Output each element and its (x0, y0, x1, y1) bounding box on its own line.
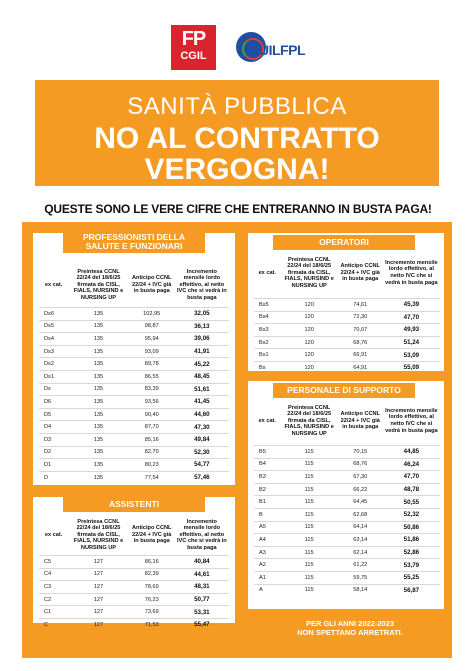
card-assistenti (33, 497, 235, 629)
cell-cat: Bs4 (259, 314, 269, 321)
cell-preintesa: 135 (93, 361, 104, 368)
cell-anticipo: 82,70 (144, 449, 159, 456)
cell-anticipo: 102,95 (143, 310, 161, 317)
column-header-preintesa: Preintesa CCNL 22/24 del 18/6/25 firmata da CISL, FIALS, NURSIND e NURSING UP (73, 518, 124, 551)
cell-anticipo: 64,45 (353, 499, 368, 506)
cell-preintesa: 120 (304, 326, 314, 333)
table-row (39, 308, 229, 321)
cell-cat: Ds3 (44, 348, 54, 355)
cell-cat: Ds1 (44, 373, 54, 380)
table-row (254, 559, 440, 572)
cell-cat: B (259, 511, 263, 518)
table-header-row (254, 248, 440, 299)
table-row (254, 483, 440, 496)
column-header-anticipo: Anticipo CCNL 22/24 + IVC già in busta paga (340, 411, 380, 431)
cell-preintesa: 127 (93, 583, 104, 590)
cell-incremento: 50,86 (403, 523, 420, 531)
cell-incremento: 53,79 (403, 561, 420, 569)
headline-line-3: VERGOGNA! (144, 153, 330, 186)
card-professionisti (33, 233, 235, 485)
cell-cat: Ds5 (44, 323, 54, 330)
cell-cat: D1 (44, 461, 52, 468)
cell-cat: Bs5 (259, 301, 269, 308)
cell-anticipo: 62,14 (353, 549, 368, 556)
cell-preintesa: 135 (93, 436, 104, 443)
table-row (39, 333, 229, 346)
cell-incremento: 49,93 (403, 326, 420, 334)
table-row (254, 324, 440, 337)
cell-anticipo: 61,22 (353, 562, 368, 569)
table-personale-supporto (254, 397, 440, 596)
cell-preintesa: 115 (304, 461, 314, 468)
section-title-professionisti: PROFESSIONISTI DELLA SALUTE E FUNZIONARI (63, 231, 205, 253)
uilfpl-logo-text: UILFPL (259, 42, 305, 58)
cell-incremento: 51,61 (194, 385, 210, 393)
cell-preintesa: 135 (93, 348, 104, 355)
table-row (39, 593, 229, 606)
cell-anticipo: 62,68 (353, 511, 368, 518)
section-title-personale-supporto: PERSONALE DI SUPPORTO (273, 383, 415, 398)
fp-logo-text: FP (181, 28, 206, 50)
cell-anticipo: 85,16 (144, 436, 159, 443)
cell-preintesa: 115 (304, 574, 314, 581)
cell-anticipo: 67,30 (353, 473, 368, 480)
table-row (254, 471, 440, 484)
cell-preintesa: 127 (93, 596, 104, 603)
column-header-cat: ex cat. (258, 417, 276, 424)
fp-cgil-logo (171, 25, 216, 70)
table-professionisti (39, 263, 229, 483)
cell-anticipo: 66,22 (353, 486, 368, 493)
table-row (254, 521, 440, 534)
cell-cat: D5 (44, 411, 52, 418)
card-operatori (248, 233, 444, 371)
column-header-anticipo: Anticipo CCNL 22/24 + IVC già in busta paga (131, 275, 172, 295)
column-header-cat: ex cat. (44, 531, 63, 538)
uilfpl-logo (236, 30, 316, 64)
table-row (39, 556, 229, 569)
cell-preintesa: 120 (304, 314, 314, 321)
cell-incremento: 45,22 (194, 360, 210, 368)
table-row (254, 446, 440, 459)
cgil-logo-text: CGIL (180, 50, 207, 62)
cell-incremento: 49,84 (194, 436, 210, 444)
column-header-anticipo: Anticipo CCNL 22/24 + IVC già in busta paga (340, 263, 380, 283)
cell-preintesa: 127 (93, 609, 104, 616)
cell-anticipo: 89,78 (144, 361, 159, 368)
table-row (254, 496, 440, 509)
cell-cat: D4 (44, 424, 52, 431)
cell-anticipo: 80,23 (144, 461, 159, 468)
cell-cat: B1 (259, 499, 266, 506)
cell-anticipo: 70,15 (353, 448, 368, 455)
cell-incremento: 47,70 (403, 313, 420, 321)
cell-anticipo: 78,69 (144, 583, 159, 590)
cell-anticipo: 83,39 (144, 386, 159, 393)
table-row (39, 408, 229, 421)
table-assistenti (39, 515, 229, 631)
column-header-incremento: Incremento mensile lordo effettivo, al netto IVC che si vedrà in busta paga (385, 259, 438, 286)
column-header-preintesa: Preintesa CCNL 22/24 del 18/6/25 firmata da CISL, FIALS, NURSIND e NURSING UP (73, 268, 124, 301)
subtitle: QUESTE SONO LE VERE CIFRE CHE ENTRERANNO IN BUSTA PAGA! (44, 202, 432, 216)
cell-anticipo: 93,56 (144, 398, 159, 405)
cell-incremento: 44,85 (403, 448, 420, 456)
cell-cat: A4 (259, 536, 266, 543)
cell-incremento: 41,45 (194, 398, 210, 406)
cell-incremento: 45,39 (403, 301, 420, 309)
cell-preintesa: 135 (93, 461, 104, 468)
headline-line-2: NO AL CONTRATTO (94, 122, 380, 155)
table-row (254, 349, 440, 362)
cell-preintesa: 127 (93, 558, 104, 565)
cell-preintesa: 135 (93, 449, 104, 456)
column-header-preintesa: Preintesa CCNL 22/24 del 18/6/25 firmata da CISL, FIALS, NURSIND e NURSING UP (284, 404, 334, 437)
cell-incremento: 48,31 (194, 583, 210, 591)
cell-anticipo: 98,87 (144, 323, 159, 330)
headline-banner (35, 80, 439, 186)
cell-incremento: 32,05 (194, 310, 210, 318)
cell-cat: Bs (259, 364, 266, 371)
cell-anticipo: 74,61 (353, 301, 368, 308)
table-row (39, 345, 229, 358)
cell-anticipo: 90,40 (144, 411, 159, 418)
table-row (39, 581, 229, 594)
table-row (254, 571, 440, 584)
cell-anticipo: 73,69 (144, 609, 159, 616)
cell-preintesa: 135 (93, 310, 104, 317)
table-row (39, 421, 229, 434)
cell-preintesa: 135 (93, 411, 104, 418)
cell-anticipo: 68,76 (353, 461, 368, 468)
table-row (254, 361, 440, 373)
cell-cat: D2 (44, 449, 52, 456)
table-row (39, 433, 229, 446)
cell-preintesa: 135 (93, 474, 104, 481)
cell-cat: Bs3 (259, 326, 269, 333)
cell-cat: C (44, 621, 49, 628)
cell-cat: C4 (44, 571, 52, 578)
card-personale-supporto (248, 381, 444, 609)
cell-cat: A3 (259, 549, 266, 556)
table-row (39, 568, 229, 581)
cell-cat: B2 (259, 486, 266, 493)
cell-preintesa: 135 (93, 398, 104, 405)
cell-incremento: 50,77 (194, 596, 210, 604)
cell-incremento: 48,45 (194, 373, 210, 381)
column-header-incremento: Incremento mensile lordo effettivo, al netto IVC che si vedrà in busta paga (176, 518, 227, 551)
cell-incremento: 55,25 (403, 574, 420, 582)
cell-preintesa: 135 (93, 323, 104, 330)
headline-line-1: SANITÀ PUBBLICA (127, 93, 347, 120)
cell-cat: Ds6 (44, 310, 54, 317)
table-row (254, 299, 440, 312)
cell-incremento: 50,55 (403, 498, 420, 506)
cell-preintesa: 120 (304, 352, 314, 359)
cell-preintesa: 135 (93, 424, 104, 431)
cell-anticipo: 95,94 (144, 335, 159, 342)
cell-incremento: 52,32 (403, 511, 420, 519)
cell-preintesa: 115 (304, 587, 314, 594)
table-row (39, 459, 229, 472)
cell-incremento: 57,46 (194, 474, 210, 482)
cell-cat: Bs2 (259, 339, 269, 346)
cell-preintesa: 120 (304, 301, 314, 308)
column-header-anticipo: Anticipo CCNL 22/24 + IVC già in busta paga (131, 525, 172, 545)
table-row (254, 534, 440, 547)
cell-cat: C1 (44, 609, 52, 616)
section-title-operatori: OPERATORI (273, 235, 415, 250)
table-row (254, 584, 440, 596)
cell-incremento: 47,70 (403, 473, 420, 481)
cell-preintesa: 115 (304, 499, 314, 506)
table-operatori (254, 248, 440, 374)
column-header-incremento: Incremento mensile lordo effettivo, al netto IVC che si vedrà in busta paga (176, 268, 227, 301)
cell-incremento: 52,30 (194, 448, 210, 456)
cell-anticipo: 71,53 (144, 621, 159, 628)
cell-anticipo: 87,70 (144, 424, 159, 431)
footer-line-1: PER GLI ANNI 2022-2023 (305, 619, 395, 628)
footer-line-2: NON SPETTANO ARRETRATI. (297, 628, 403, 637)
cell-incremento: 53,31 (194, 608, 210, 616)
cell-incremento: 55,09 (403, 364, 420, 372)
cell-cat: D6 (44, 398, 52, 405)
cell-cat: Ds2 (44, 361, 54, 368)
table-row (39, 471, 229, 483)
cell-cat: A2 (259, 562, 266, 569)
cell-anticipo: 63,14 (353, 536, 368, 543)
cell-incremento: 46,24 (403, 460, 420, 468)
table-row (39, 320, 229, 333)
table-row (39, 370, 229, 383)
table-row (254, 336, 440, 349)
cell-anticipo: 77,54 (144, 474, 159, 481)
cell-anticipo: 64,91 (353, 364, 368, 371)
cell-cat: Ds (44, 386, 51, 393)
cell-preintesa: 120 (304, 364, 314, 371)
table-header-row (254, 397, 440, 446)
cell-cat: D (44, 474, 49, 481)
cell-incremento: 41,91 (194, 348, 210, 356)
cell-preintesa: 115 (304, 448, 314, 455)
cell-preintesa: 135 (93, 373, 104, 380)
cell-preintesa: 127 (93, 571, 104, 578)
cell-incremento: 51,24 (403, 339, 420, 347)
cell-cat: C5 (44, 558, 52, 565)
table-row (39, 358, 229, 371)
cell-preintesa: 115 (304, 473, 314, 480)
cell-incremento: 53,09 (403, 351, 420, 359)
table-header-row (39, 515, 229, 556)
cell-incremento: 52,86 (403, 549, 420, 557)
footer-note (252, 619, 448, 637)
cell-preintesa: 115 (304, 549, 314, 556)
cell-preintesa: 115 (304, 562, 314, 569)
cell-preintesa: 115 (304, 486, 314, 493)
cell-incremento: 56,87 (403, 586, 420, 594)
cell-preintesa: 135 (93, 335, 104, 342)
cell-anticipo: 86,55 (144, 373, 159, 380)
cell-cat: Bs1 (259, 352, 269, 359)
table-row (39, 383, 229, 396)
table-row (254, 311, 440, 324)
cell-incremento: 44,61 (194, 570, 210, 578)
cell-incremento: 36,13 (194, 322, 210, 330)
cell-cat: A5 (259, 524, 266, 531)
cell-incremento: 51,86 (403, 536, 420, 544)
table-row (254, 546, 440, 559)
cell-anticipo: 70,07 (353, 326, 368, 333)
cell-anticipo: 82,39 (144, 571, 159, 578)
cell-cat: D3 (44, 436, 52, 443)
cell-cat: Ds4 (44, 335, 54, 342)
section-title-assistenti: ASSISTENTI (63, 497, 205, 512)
cell-incremento: 39,06 (194, 335, 210, 343)
cell-preintesa: 115 (304, 536, 314, 543)
table-row (39, 446, 229, 459)
table-header-row (39, 263, 229, 308)
table-row (39, 606, 229, 619)
table-row (39, 396, 229, 409)
cell-preintesa: 115 (304, 511, 314, 518)
cell-cat: B5 (259, 448, 266, 455)
cell-cat: C2 (44, 596, 52, 603)
cell-cat: B4 (259, 461, 266, 468)
cell-anticipo: 93,09 (144, 348, 159, 355)
cell-anticipo: 58,14 (353, 587, 368, 594)
cell-preintesa: 127 (93, 621, 104, 628)
column-header-incremento: Incremento mensile lordo effettivo, al netto IVC che si vedrà in busta paga (385, 407, 438, 434)
cell-anticipo: 76,23 (144, 596, 159, 603)
cell-incremento: 44,60 (194, 411, 210, 419)
column-header-cat: ex cat. (258, 269, 276, 276)
cell-anticipo: 66,91 (353, 352, 368, 359)
cell-cat: B3 (259, 473, 266, 480)
cell-preintesa: 135 (93, 386, 104, 393)
cell-cat: A1 (259, 574, 266, 581)
cell-anticipo: 64,14 (353, 524, 368, 531)
cell-incremento: 47,30 (194, 423, 210, 431)
cell-preintesa: 120 (304, 339, 314, 346)
table-row (254, 508, 440, 521)
cell-incremento: 40,84 (194, 558, 210, 566)
column-header-cat: ex cat. (44, 281, 63, 288)
cell-anticipo: 72,30 (353, 314, 368, 321)
cell-incremento: 48,78 (403, 486, 420, 494)
table-row (254, 458, 440, 471)
cell-anticipo: 68,76 (353, 339, 368, 346)
cell-cat: C3 (44, 583, 52, 590)
cell-incremento: 55,47 (194, 621, 210, 629)
cell-incremento: 54,77 (194, 461, 210, 469)
cell-anticipo: 59,75 (353, 574, 368, 581)
table-row (39, 618, 229, 630)
cell-cat: A (259, 587, 263, 594)
cell-preintesa: 115 (304, 524, 314, 531)
cell-anticipo: 86,16 (144, 558, 159, 565)
column-header-preintesa: Preintesa CCNL 22/24 del 18/6/25 firmata da CISL, FIALS, NURSIND e NURSING UP (284, 256, 334, 289)
